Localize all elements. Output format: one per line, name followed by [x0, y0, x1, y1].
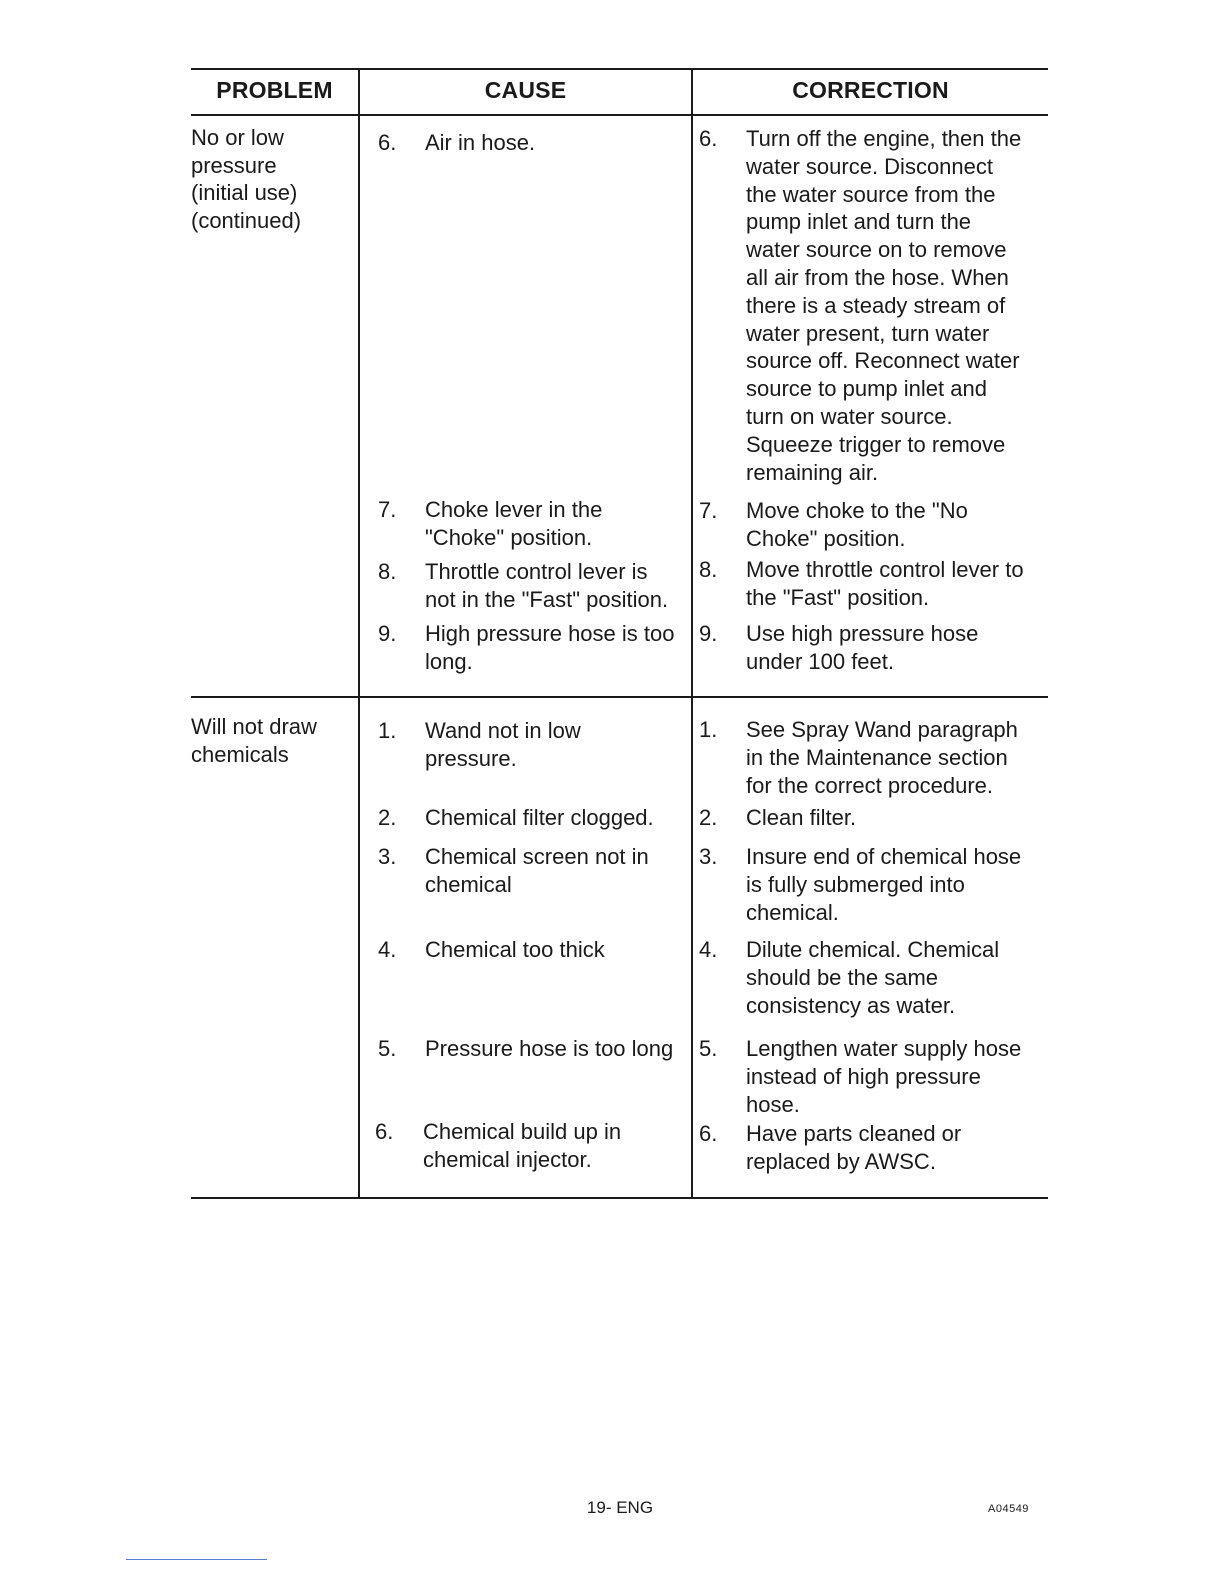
correction-line: replaced by AWSC. [746, 1148, 936, 1174]
correction-line: should be the same [746, 964, 939, 990]
correction-text [746, 1120, 961, 1176]
problem-line: Will not draw [191, 714, 317, 739]
correction-text [746, 843, 1021, 926]
correction-line: under 100 feet. [746, 648, 895, 674]
cause-text [425, 936, 605, 964]
problem-line: No or low [191, 125, 284, 150]
correction-line: is fully submerged into [746, 871, 965, 897]
correction-line: Have parts cleaned or [746, 1121, 962, 1146]
correction-line: for the correct procedure. [746, 772, 994, 798]
column-divider-cause-correction [691, 68, 693, 1199]
cause-line: Throttle control lever is [425, 559, 648, 584]
correction-line: Insure end of chemical hose [746, 844, 1022, 869]
table-header-rule [191, 114, 1048, 116]
correction-line: Squeeze trigger to remove [746, 431, 1006, 457]
correction-line: Clean filter. [746, 805, 857, 830]
correction-number: 3. [699, 844, 718, 869]
cause-number: 5. [378, 1036, 397, 1061]
cause-text [425, 717, 581, 773]
cause-text [425, 496, 602, 552]
cause-line: Chemical screen not in [425, 844, 649, 869]
cause-number: 9. [378, 621, 397, 646]
problem-no-or-low-pressure [191, 124, 351, 234]
cause-line: Air in hose. [425, 130, 536, 155]
correction-line: the water source from the [746, 181, 996, 207]
correction-number: 9. [699, 621, 718, 646]
correction-text [746, 620, 978, 676]
cause-text [425, 558, 668, 614]
correction-line: water source. Disconnect [746, 153, 993, 179]
header-correction: CORRECTION [792, 77, 949, 103]
correction-line: consistency as water. [746, 992, 956, 1018]
correction-line: in the Maintenance section [746, 744, 1008, 770]
correction-number: 2. [699, 805, 718, 830]
correction-text [746, 936, 999, 1019]
cause-number: 6. [375, 1119, 394, 1144]
table-bottom-rule [191, 1197, 1048, 1199]
correction-text [746, 125, 1021, 486]
correction-number: 6. [699, 1121, 718, 1146]
correction-text [746, 804, 856, 832]
document-code: A04549 [988, 1503, 1029, 1515]
correction-line: turn on water source. [746, 403, 953, 429]
correction-line: water source on to remove [746, 237, 1007, 263]
cause-line: High pressure hose is too [425, 621, 675, 646]
table-section-rule [191, 696, 1048, 698]
problem-line: (initial use) [191, 180, 298, 205]
correction-text [746, 1035, 1021, 1118]
correction-line: hose. [746, 1091, 800, 1117]
correction-line: chemical. [746, 899, 839, 925]
correction-text [746, 497, 968, 553]
correction-line: the "Fast" position. [746, 584, 930, 610]
cause-line: chemical [425, 871, 512, 897]
problem-will-not-draw-chemicals [191, 713, 351, 768]
correction-line: Move throttle control lever to [746, 557, 1024, 582]
correction-number: 1. [699, 717, 718, 742]
correction-text [746, 556, 1024, 612]
correction-text [746, 716, 1018, 799]
correction-number: 7. [699, 498, 718, 523]
cause-number: 6. [378, 130, 397, 155]
correction-line: Move choke to the "No [746, 498, 968, 523]
cause-number: 7. [378, 497, 397, 522]
correction-line: pump inlet and turn the [746, 209, 972, 235]
correction-line: water present, turn water [746, 320, 990, 346]
correction-line: Turn off the engine, then the [746, 126, 1022, 151]
correction-number: 8. [699, 557, 718, 582]
cause-line: Chemical build up in [423, 1119, 622, 1144]
cause-text [423, 1118, 621, 1174]
cause-line: pressure. [425, 745, 517, 771]
problem-line: chemicals [191, 741, 289, 767]
cause-line: Chemical too thick [425, 937, 605, 962]
cause-number: 2. [378, 805, 397, 830]
correction-line: source off. Reconnect water [746, 348, 1020, 374]
cause-line: Choke lever in the [425, 497, 603, 522]
correction-line: Use high pressure hose [746, 621, 979, 646]
cause-text [425, 1035, 673, 1063]
cause-number: 1. [378, 718, 397, 743]
cause-line: "Choke" position. [425, 524, 593, 550]
cause-line: Pressure hose is too long [425, 1036, 674, 1061]
page-number: 19- ENG [586, 1498, 654, 1517]
table-top-rule [191, 68, 1048, 70]
correction-number: 6. [699, 126, 718, 151]
correction-line: instead of high pressure [746, 1063, 981, 1089]
correction-line: Choke" position. [746, 525, 906, 551]
header-problem: PROBLEM [216, 77, 333, 103]
correction-line: Lengthen water supply hose [746, 1036, 1022, 1061]
correction-line: Dilute chemical. Chemical [746, 937, 1000, 962]
correction-line: there is a steady stream of [746, 292, 1006, 318]
header-cause: CAUSE [484, 77, 567, 103]
correction-line: source to pump inlet and [746, 376, 987, 402]
correction-line: remaining air. [746, 459, 879, 485]
correction-number: 5. [699, 1036, 718, 1061]
cause-text [425, 620, 674, 676]
cause-line: Chemical filter clogged. [425, 805, 654, 830]
cause-line: long. [425, 648, 473, 674]
cause-number: 3. [378, 844, 397, 869]
scan-edge-line [126, 1559, 267, 1560]
cause-number: 4. [378, 937, 397, 962]
column-divider-problem-cause [358, 68, 360, 1199]
cause-text [425, 843, 649, 899]
correction-number: 4. [699, 937, 718, 962]
correction-line: See Spray Wand paragraph [746, 717, 1018, 742]
problem-line: (continued) [191, 207, 302, 233]
cause-line: not in the "Fast" position. [425, 586, 669, 612]
cause-text [425, 129, 535, 157]
cause-number: 8. [378, 559, 397, 584]
cause-line: chemical injector. [423, 1146, 592, 1172]
problem-line: pressure [191, 152, 277, 178]
correction-line: all air from the hose. When [746, 264, 1009, 290]
cause-text [425, 804, 654, 832]
cause-line: Wand not in low [425, 718, 581, 743]
